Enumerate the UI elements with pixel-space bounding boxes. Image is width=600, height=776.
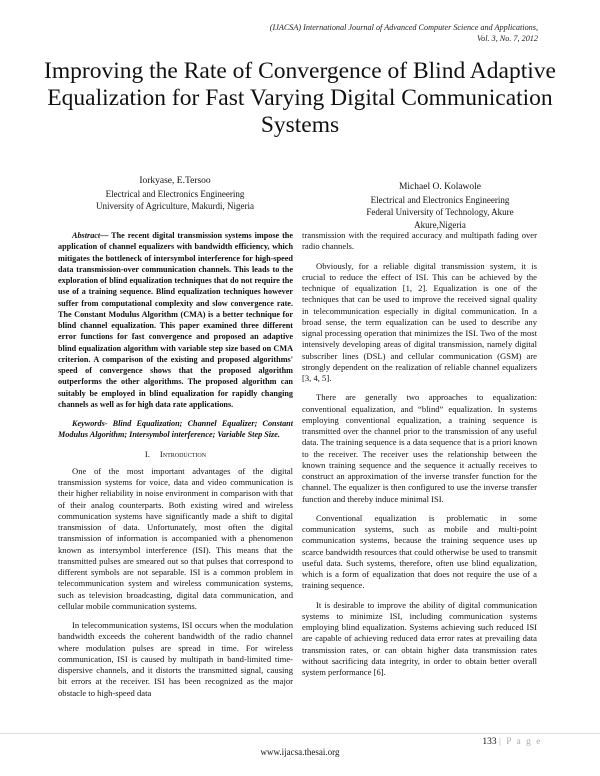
abstract-text: — The recent digital transmission systems impose the application of channel equalizers with bandwidth efficiency, which mitigates the bottleneck of intersymbol interference for high-speed data transmission-over communication channels. This leads to the exploration of blind equalization techniques that do not require the use of a training sequence. Blind equalization techniques however suffer from computational complexity and slow convergence rate. The Constant Modulus Algorithm (CMA) is a better technique for blind channel equalization. This paper examined three different error functions for fast convergence and proposed an adaptive blind equalization algorithm with variable step size based on CMA criterion. A comparison of the existing and proposed algorithms' speed of convergence shows that the proposed algorithm outperforms the other algorithms. The proposed algorithm can suitably be employed in blind equalization for rapidly changing channels as well as for high data rate applications. [58, 231, 293, 409]
author-name: Michael O. Kolawole [398, 182, 482, 192]
author-affiliation: Federal University of Technology, Akure [366, 207, 514, 217]
paragraph: There are generally two approaches to equalization: conventional equalization, and “blind” equalization. In systems employing conventional equalization, a training sequence is transmitted over the channel prior to the transmission of any useful data. The training sequence is a data sequence that is a priori known to the receiver. The receiver uses the relationship between the known training sequence and the sequence it actually receives to construct an approximation of the inverse transfer function for the channel. The equalizer is then configured to use the inverse transfer function and thereby induce minimal ISI. [302, 392, 537, 504]
abstract [58, 230, 293, 410]
author-name: Iorkyase, E.Tersoo [139, 176, 211, 186]
right-column [302, 230, 537, 686]
page-label: | P a g e [498, 737, 542, 747]
author-affiliation: University of Agriculture, Makurdi, Nigeria [96, 201, 254, 211]
page-number-value: 133 [482, 737, 497, 747]
paragraph: It is desirable to improve the ability of digital communication systems to minimize ISI, including communication systems employing blind equalization. Systems achieving such reduced ISI are capable of achieving reduced data error rates at prevailing data transmission rates, or can obtain higher data transmission rates without sacrificing data integrity, in order to obtain better overall system performance [6]. [302, 599, 537, 677]
journal-name: (IJACSA) International Journal of Advanced Computer Science and Applications, [269, 23, 538, 32]
running-header [270, 22, 538, 44]
paper-title: Improving the Rate of Convergence of Blind Adaptive Equalization for Fast Varying Digital Communication Systems [44, 58, 556, 138]
author-block-2 [335, 181, 545, 231]
abstract-label: Abstract [72, 231, 101, 240]
footer-divider [0, 733, 600, 734]
paragraph: transmission with the required accuracy and multipath fading over radio channels. [302, 230, 537, 252]
keywords: Keywords- Blind Equalization; Channel Equalizer; Constant Modulus Algorithm; Intersymbol interference; Variable Step Size. [58, 419, 293, 440]
paragraph: In telecommunication systems, ISI occurs when the modulation bandwidth exceeds the coherent bandwidth of the radio channel where modulation pulses are spread in time. For wireless communication, ISI is caused by multipath in band-limited time-dispersive channels, and it distorts the transmitted signal, causing bit errors at the receiver. ISI has been recognized as the major obstacle to high-speed data [58, 620, 293, 698]
author-dept: Electrical and Electronics Engineering [105, 188, 245, 199]
section-heading [58, 449, 293, 460]
paragraph: Obviously, for a reliable digital transmission system, it is crucial to reduce the effect of ISI. This can be achieved by the technique of equalization [1, 2]. Equalization is one of the techniques that can be used to improve the received signal quality in telecommunication especially in digital communication. In a broad sense, the term equalization can be used to describe any signal processing operation that minimizes the ISI. Two of the most intensively developing areas of digital transmission, namely digital subscriber lines (DSL) and cellular communication (GSM) are strongly dependent on the realization of reliable channel equalizers [3, 4, 5]. [302, 260, 537, 383]
author-block-1 [75, 175, 275, 213]
author-location: Akure,Nigeria [414, 219, 466, 230]
paragraph: One of the most important advantages of the digital transmission systems for voice, data and video communication is their higher reliability in noise environment in comparison with that of their analog counterparts. Both existing wired and wireless communication systems have significantly made a shift to digital transmission of data. Unfortunately, most often the digital transmission of information is accompanied with a phenomenon known as intersymbol interference (ISI). This means that the transmitted pulses are smeared out so that pulses that correspond to different symbols are not separable. ISI is a common problem in telecommunication system and wireless communication systems, such as television broadcasting, digital data communication, and cellular mobile communication systems. [58, 465, 293, 611]
paragraph: Conventional equalization is problematic in some communication systems, such as mobile and multi-point communication systems, because the training sequence uses up scarce bandwidth resources that could otherwise be used to transmit useful data. Such systems, therefore, often use blind equalization, which is a form of equalization that does not require the use of a training sequence. [302, 512, 537, 591]
journal-volume: Vol. 3, No. 7, 2012 [477, 34, 538, 43]
section-title: Introduction [159, 448, 207, 459]
author-dept: Electrical and Electronics Engineering [370, 194, 510, 205]
footer-url: www.ijacsa.thesai.org [260, 747, 340, 757]
section-number: I. [144, 448, 150, 459]
left-column [58, 230, 293, 707]
page-number [482, 737, 542, 747]
